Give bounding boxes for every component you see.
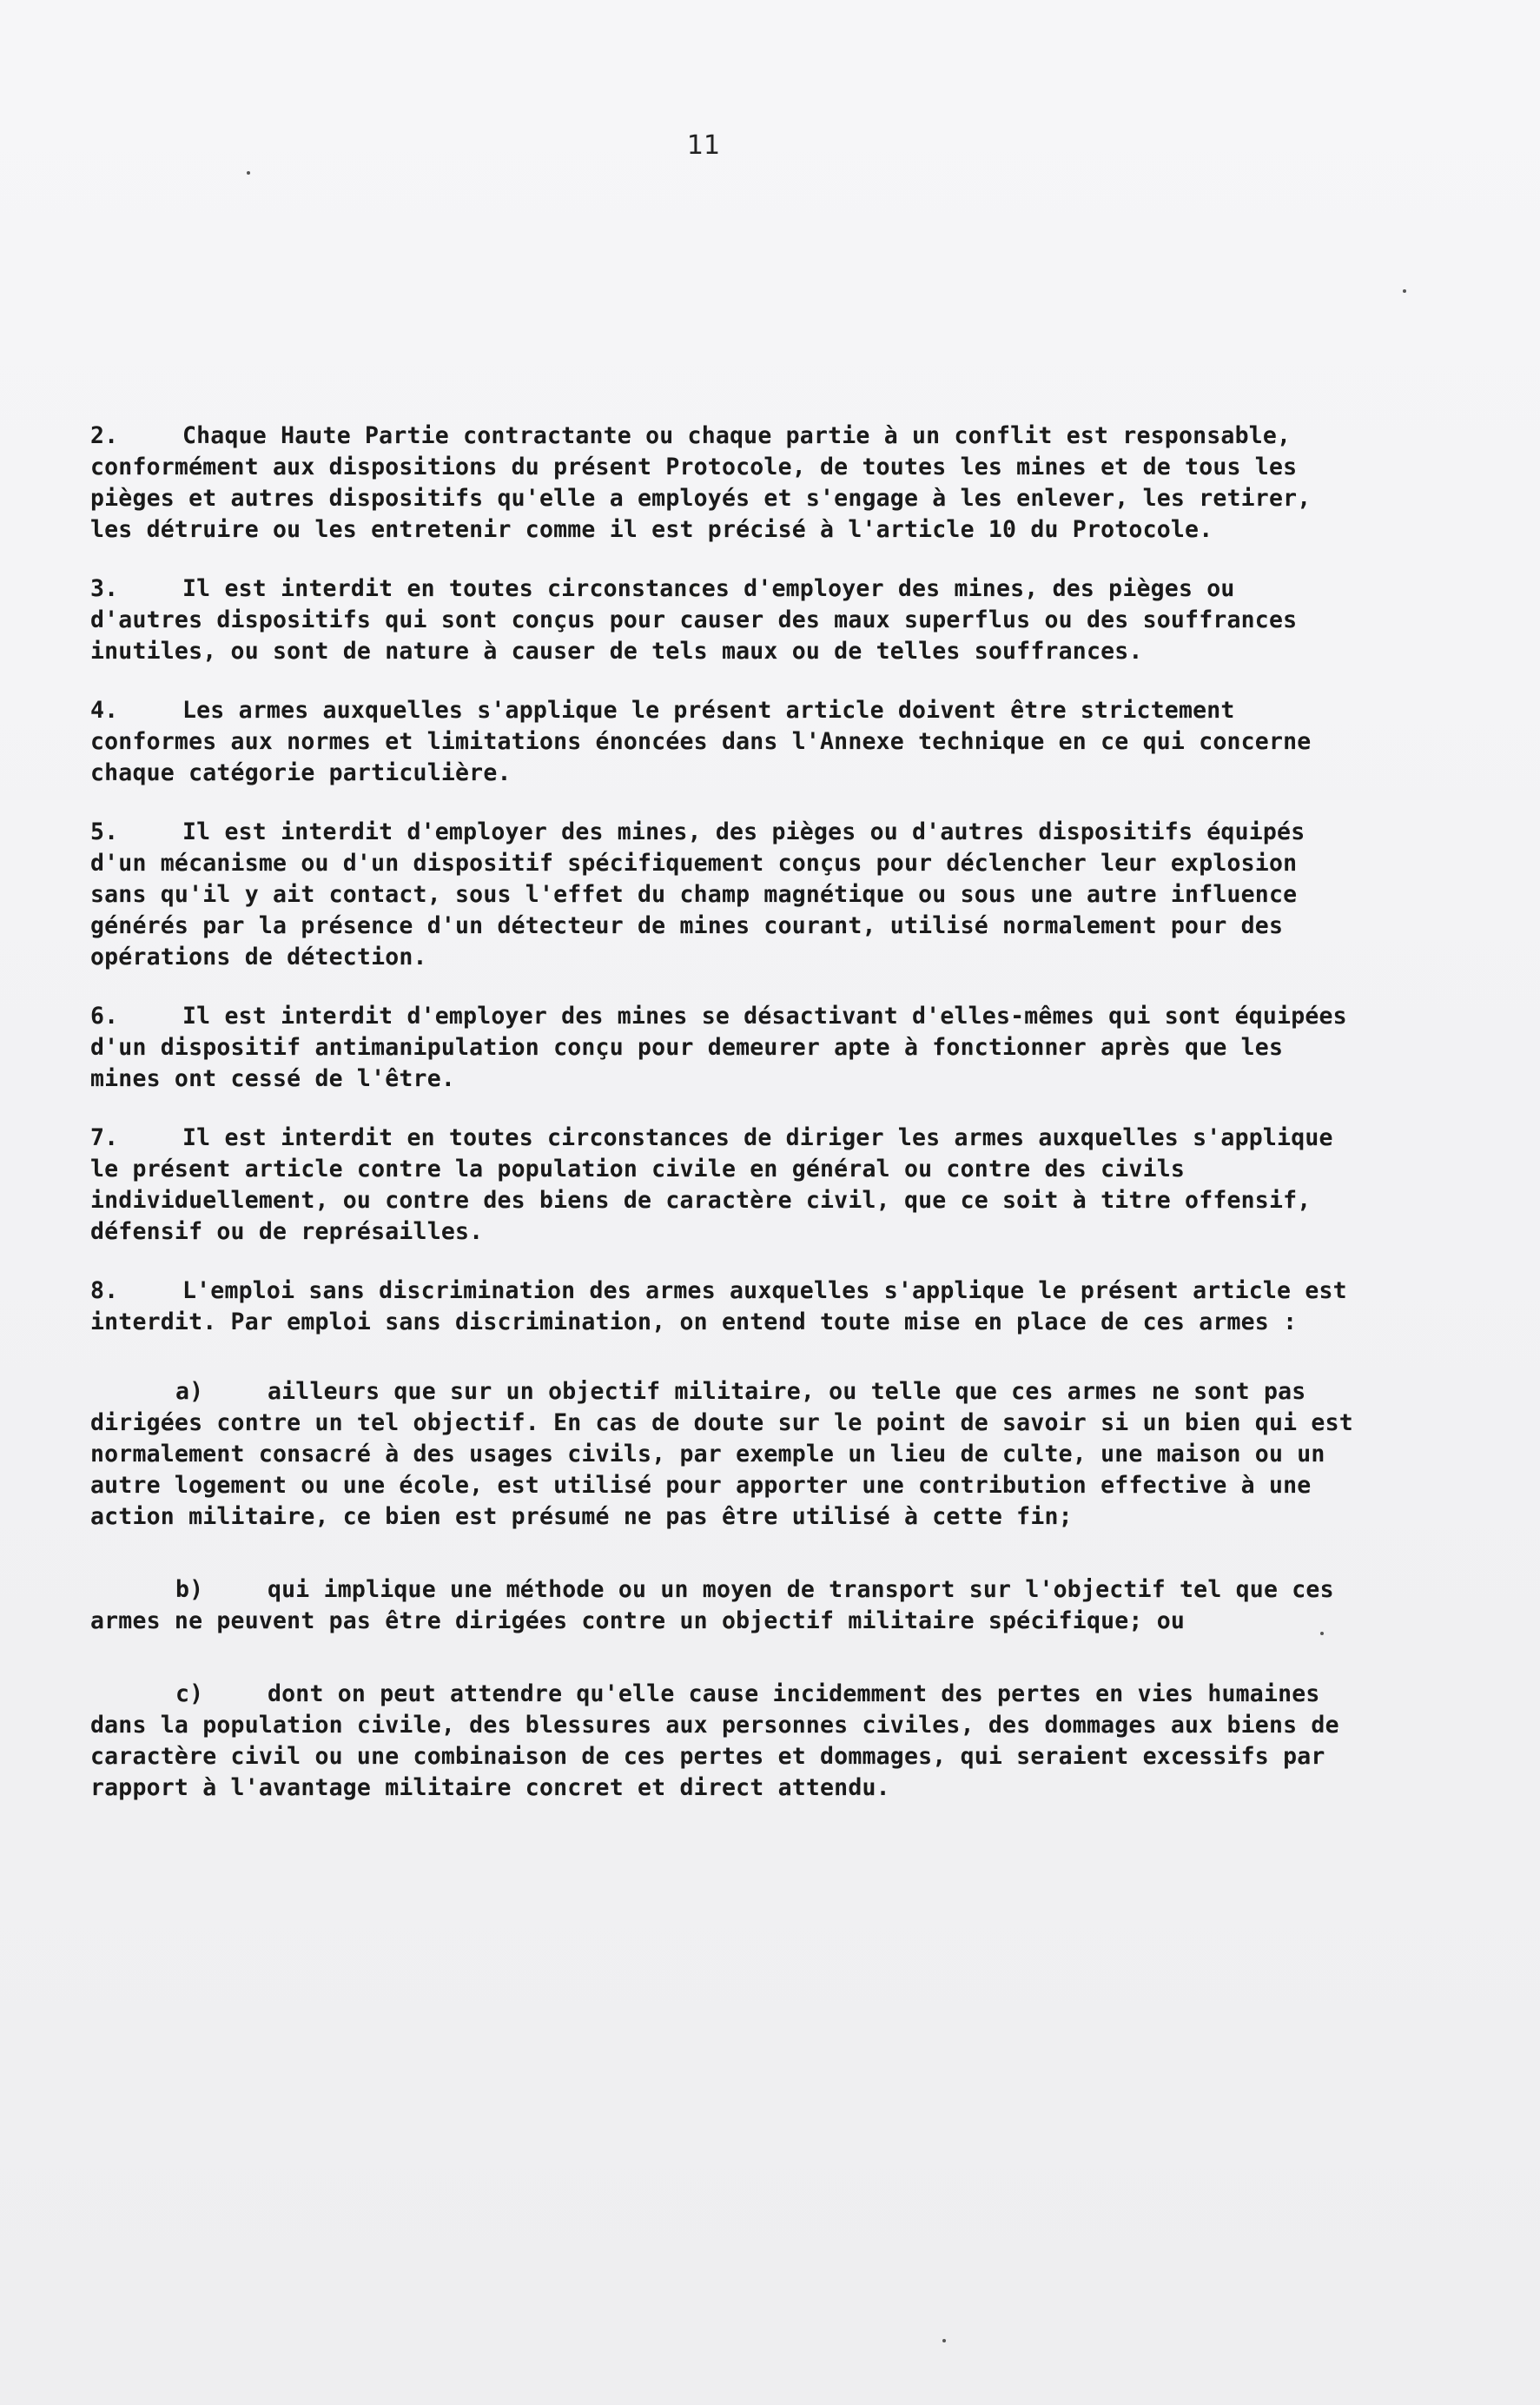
scan-speck bbox=[942, 2339, 946, 2342]
page-number: 11 bbox=[686, 130, 721, 161]
paragraph-4 bbox=[90, 695, 1358, 789]
sub-item-letter: c) bbox=[175, 1680, 204, 1707]
paragraph-text: Il est interdit en toutes circonstances de diriger les armes auxquelles s'applique le présent article contre la population civile en général ou contre des civils individuellement, ou contre des biens de caractère civil, que ce soit à titre offensif, défensif ou de représailles. bbox=[90, 1124, 1333, 1245]
sub-item-b bbox=[90, 1574, 1358, 1637]
paragraph-6 bbox=[90, 1001, 1358, 1095]
paragraph-text: Il est interdit d'employer des mines se désactivant d'elles-mêmes qui sont équipées d'un dispositif antimanipulation conçu pour demeurer apte à fonctionner après que les mines ont cessé de l'être. bbox=[90, 1003, 1347, 1092]
sub-item-letter: b) bbox=[175, 1576, 204, 1603]
paragraph-text: L'emploi sans discrimination des armes auxquelles s'applique le présent article est interdit. Par emploi sans discrimination, on entend toute mise en place de ces armes : bbox=[90, 1277, 1347, 1335]
paragraph-7 bbox=[90, 1123, 1358, 1248]
sub-item-letter: a) bbox=[175, 1378, 204, 1405]
paragraph-number: 5. bbox=[90, 818, 119, 845]
paragraph-number: 8. bbox=[90, 1277, 119, 1304]
paragraph-text: Il est interdit d'employer des mines, des pièges ou d'autres dispositifs équipés d'un mécanisme ou d'un dispositif spécifiquement conçus pour déclencher leur explosion sans qu'il y ait contact, sous l'effet du champ magnétique ou sous une autre influence générés par la présence d'un détecteur de mines courant, utilisé normalement pour des opérations de détection. bbox=[90, 818, 1305, 971]
scan-speck bbox=[247, 171, 250, 175]
paragraph-2 bbox=[90, 421, 1358, 546]
paragraph-text: Il est interdit en toutes circonstances d'employer des mines, des pièges ou d'autres dispositifs qui sont conçus pour causer des maux superflus ou des souffrances inutiles, ou sont de nature à causer de tels maux ou de telles souffrances. bbox=[90, 575, 1298, 665]
sub-item-a bbox=[90, 1376, 1358, 1533]
sub-item-c bbox=[90, 1679, 1358, 1804]
paragraph-number: 7. bbox=[90, 1124, 119, 1151]
paragraph-5 bbox=[90, 817, 1358, 973]
paragraph-number: 2. bbox=[90, 422, 119, 449]
article-body bbox=[90, 421, 1358, 1845]
paragraph-number: 6. bbox=[90, 1003, 119, 1030]
paragraph-number: 3. bbox=[90, 575, 119, 602]
sub-item-text: ailleurs que sur un objectif militaire, ou telle que ces armes ne sont pas dirigées contre un tel objectif. En cas de doute sur le point de savoir si un bien qui est normalement consacré à des usages civils, par exemple un lieu de culte, une maison ou un autre logement ou une école, est utilisé pour apporter une contribution effective à une action militaire, ce bien est présumé ne pas être utilisé à cette fin; bbox=[90, 1378, 1353, 1530]
paragraph-text: Chaque Haute Partie contractante ou chaque partie à un conflit est responsable, conformément aux dispositions du présent Protocole, de toutes les mines et de tous les pièges et autres dispositifs qu'elle a employés et s'engage à les enlever, les retirer, les détruire ou les entretenir comme il est précisé à l'article 10 du Protocole. bbox=[90, 422, 1312, 543]
paragraph-3 bbox=[90, 573, 1358, 667]
paragraph-8 bbox=[90, 1275, 1358, 1338]
paragraph-number: 4. bbox=[90, 697, 119, 724]
sub-item-text: qui implique une méthode ou un moyen de transport sur l'objectif tel que ces armes ne peuvent pas être dirigées contre un objectif militaire spécifique; ou bbox=[90, 1576, 1334, 1634]
paragraph-text: Les armes auxquelles s'applique le présent article doivent être strictement conformes aux normes et limitations énoncées dans l'Annexe technique en ce qui concerne chaque catégorie particulière. bbox=[90, 697, 1312, 786]
sub-item-text: dont on peut attendre qu'elle cause incidemment des pertes en vies humaines dans la population civile, des blessures aux personnes civiles, des dommages aux biens de caractère civil ou une combinaison de ces pertes et dommages, qui seraient excessifs par rapport à l'avantage militaire concret et direct attendu. bbox=[90, 1680, 1339, 1801]
scan-speck bbox=[1403, 289, 1406, 293]
